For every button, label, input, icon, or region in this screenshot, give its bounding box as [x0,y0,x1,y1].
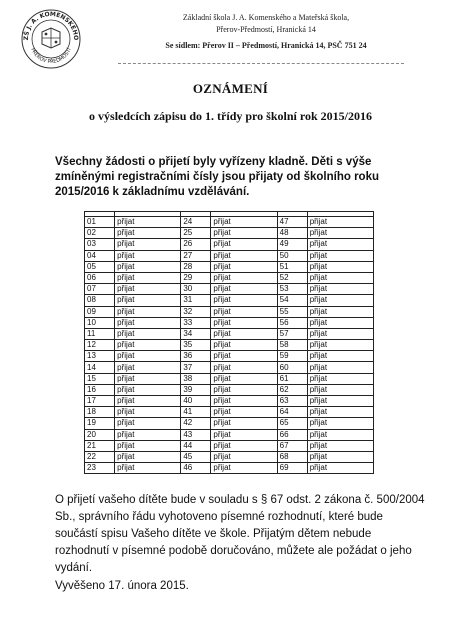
admission-status: přijat [115,463,181,474]
admission-status: přijat [211,272,277,283]
table-row [85,440,374,451]
registration-number: 41 [181,407,211,418]
table-row [85,328,374,339]
posted-date: Vyvěšeno 17. února 2015. [55,580,189,592]
table-row [85,272,374,283]
admission-status: přijat [211,284,277,295]
admission-status: přijat [307,373,373,384]
admission-status: přijat [307,317,373,328]
registration-number: 28 [181,261,211,272]
outro-paragraph: O přijetí vašeho dítěte bude v souladu s § 67 odst. 2 zákona č. 500/2004 Sb., správního řádu vyhotoveno písemné rozhodnutí, které bude součástí spisu Vašeho dítěte ve škole. Přijatým dětem nebude rozhodnutí v písemné podobě doručováno, můžete ale požádat o jeho vydání. [55,494,425,574]
registration-number: 42 [181,418,211,429]
admission-status: přijat [307,440,373,451]
admission-status: přijat [115,451,181,462]
registration-number: 44 [181,440,211,451]
registration-number: 57 [277,328,307,339]
header-divider [118,63,404,64]
admission-status: přijat [307,451,373,462]
table-row [85,407,374,418]
table-row [85,250,374,261]
registration-number: 53 [277,284,307,295]
registration-number: 16 [85,384,115,395]
admission-status: přijat [211,306,277,317]
admission-status: přijat [307,463,373,474]
admission-status: přijat [307,261,373,272]
admission-status: přijat [307,407,373,418]
table-row [85,228,374,239]
registration-number: 46 [181,463,211,474]
registration-number: 61 [277,373,307,384]
registration-number: 58 [277,340,307,351]
admission-status: přijat [211,261,277,272]
registration-number: 59 [277,351,307,362]
page-subtitle: o výsledcích zápisu do 1. třídy pro školní rok 2015/2016 [89,109,372,123]
admission-status: přijat [307,306,373,317]
admission-status: přijat [115,261,181,272]
registration-number: 33 [181,317,211,328]
registration-number: 23 [85,463,115,474]
results-table-body [85,212,374,474]
admission-status: přijat [211,362,277,373]
registration-number: 43 [181,429,211,440]
table-row [85,351,374,362]
table-row [85,217,374,228]
admission-status: přijat [211,351,277,362]
admission-status: přijat [115,217,181,228]
results-table [84,211,374,474]
registration-number: 55 [277,306,307,317]
registration-number: 51 [277,261,307,272]
admission-status: přijat [115,239,181,250]
admission-status: přijat [211,328,277,339]
admission-status: přijat [307,429,373,440]
admission-status: přijat [307,328,373,339]
admission-status: přijat [115,351,181,362]
registration-number: 18 [85,407,115,418]
admission-status: přijat [211,373,277,384]
registration-number: 01 [85,217,115,228]
registration-number: 30 [181,284,211,295]
admission-status: přijat [211,384,277,395]
table-row [85,396,374,407]
admission-status: přijat [115,306,181,317]
letterhead-address: Se sídlem: Přerov II – Předmostí, Hranická 14, PSČ 751 24 [165,41,367,50]
logo-text-bottom: PŘEROV PŘEDMOSTÍ [29,47,73,66]
admission-status: přijat [307,340,373,351]
registration-number: 35 [181,340,211,351]
table-row [85,451,374,462]
registration-number: 32 [181,306,211,317]
admission-status: přijat [211,396,277,407]
admission-status: přijat [115,440,181,451]
admission-status: přijat [115,284,181,295]
registration-number: 22 [85,451,115,462]
admission-status: přijat [115,272,181,283]
registration-number: 39 [181,384,211,395]
svg-text:PŘEROV PŘEDMOSTÍ [29,47,73,65]
registration-number: 38 [181,373,211,384]
registration-number: 66 [277,429,307,440]
admission-status: přijat [115,295,181,306]
letterhead-line1: Základní škola J. A. Komenského a Mateřská škola, [182,13,350,22]
letterhead [96,12,436,52]
admission-status: přijat [211,295,277,306]
registration-number: 11 [85,328,115,339]
registration-number: 49 [277,239,307,250]
registration-number: 48 [277,228,307,239]
registration-number: 34 [181,328,211,339]
admission-status: přijat [211,418,277,429]
admission-status: přijat [307,418,373,429]
table-row [85,284,374,295]
admission-status: přijat [211,228,277,239]
registration-number: 07 [85,284,115,295]
registration-number: 50 [277,250,307,261]
table-row [85,373,374,384]
registration-number: 25 [181,228,211,239]
admission-status: přijat [115,418,181,429]
logo-text-top: ZŠ J. A. KOMENSKÉHO [22,10,80,41]
table-row [85,384,374,395]
table-row [85,317,374,328]
admission-status: přijat [115,407,181,418]
registration-number: 31 [181,295,211,306]
registration-number: 08 [85,295,115,306]
registration-number: 69 [277,463,307,474]
table-row [85,418,374,429]
school-logo [20,8,82,70]
admission-status: přijat [307,217,373,228]
admission-status: přijat [211,217,277,228]
admission-status: přijat [307,396,373,407]
admission-status: přijat [211,407,277,418]
registration-number: 24 [181,217,211,228]
admission-status: přijat [211,451,277,462]
registration-number: 05 [85,261,115,272]
table-row [85,340,374,351]
admission-status: přijat [307,250,373,261]
admission-status: přijat [115,317,181,328]
table-row [85,295,374,306]
admission-status: přijat [307,384,373,395]
admission-status: přijat [115,373,181,384]
registration-number: 52 [277,272,307,283]
admission-status: přijat [211,429,277,440]
registration-number: 20 [85,429,115,440]
admission-status: přijat [115,250,181,261]
registration-number: 17 [85,396,115,407]
page-title: OZNÁMENÍ [192,81,269,96]
admission-status: přijat [115,228,181,239]
registration-number: 04 [85,250,115,261]
registration-number: 09 [85,306,115,317]
admission-status: přijat [211,340,277,351]
admission-status: přijat [307,272,373,283]
registration-number: 21 [85,440,115,451]
registration-number: 54 [277,295,307,306]
admission-status: přijat [211,239,277,250]
admission-status: přijat [307,239,373,250]
admission-status: přijat [211,250,277,261]
table-row [85,429,374,440]
admission-status: přijat [307,295,373,306]
registration-number: 36 [181,351,211,362]
registration-number: 64 [277,407,307,418]
admission-status: přijat [115,340,181,351]
registration-number: 45 [181,451,211,462]
registration-number: 15 [85,373,115,384]
table-row [85,362,374,373]
admission-status: přijat [115,362,181,373]
table-row [85,306,374,317]
registration-number: 29 [181,272,211,283]
admission-status: přijat [307,362,373,373]
registration-number: 12 [85,340,115,351]
registration-number: 10 [85,317,115,328]
registration-number: 67 [277,440,307,451]
table-row [85,239,374,250]
letterhead-line2: Přerov-Předmostí, Hranická 14 [216,25,316,34]
registration-number: 02 [85,228,115,239]
registration-number: 62 [277,384,307,395]
registration-number: 19 [85,418,115,429]
table-row [85,463,374,474]
registration-number: 47 [277,217,307,228]
registration-number: 56 [277,317,307,328]
admission-status: přijat [307,228,373,239]
admission-status: přijat [211,440,277,451]
admission-status: přijat [307,351,373,362]
admission-status: přijat [115,429,181,440]
registration-number: 68 [277,451,307,462]
registration-number: 26 [181,239,211,250]
admission-status: přijat [211,317,277,328]
admission-status: přijat [115,384,181,395]
registration-number: 60 [277,362,307,373]
registration-number: 13 [85,351,115,362]
admission-status: přijat [115,396,181,407]
intro-paragraph: Všechny žádosti o přijetí byly vyřízeny kladně. Děti s výše zmíněnými registračními čísly jsou přijaty od školního roku 2015/2016 k základnímu vzdělávání. [55,156,379,198]
registration-number: 37 [181,362,211,373]
registration-number: 06 [85,272,115,283]
registration-number: 14 [85,362,115,373]
registration-number: 03 [85,239,115,250]
registration-number: 27 [181,250,211,261]
admission-status: přijat [115,328,181,339]
table-row [85,261,374,272]
registration-number: 40 [181,396,211,407]
results-table-wrap [84,211,374,474]
registration-number: 63 [277,396,307,407]
admission-status: přijat [307,284,373,295]
admission-status: přijat [211,463,277,474]
registration-number: 65 [277,418,307,429]
